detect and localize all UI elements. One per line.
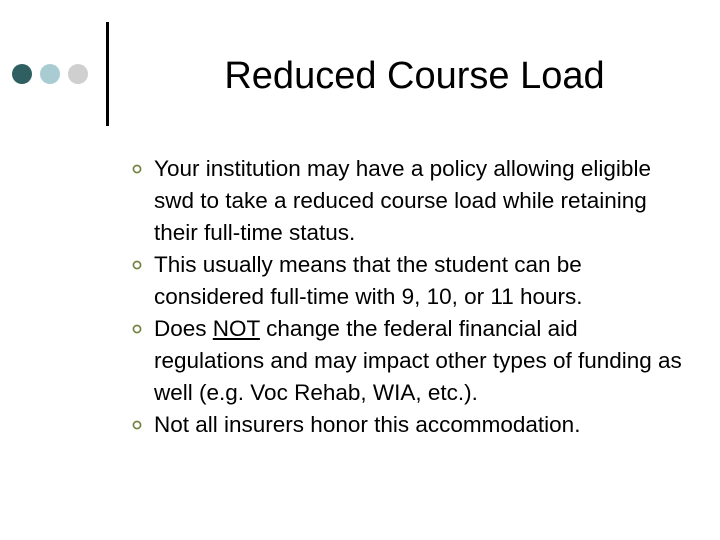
bullet-text: This usually means that the student can be considered full-time with 9, 10, or 11 hours.	[154, 252, 583, 309]
bullet-emphasis: NOT	[212, 316, 260, 341]
ring-bullet-icon	[132, 313, 142, 334]
bullet-text-suffix: change the federal financial aid regulations and may impact other types of funding as well (e.g. Voc Rehab, WIA, etc.).	[154, 316, 682, 405]
bullet-text-prefix: Does	[154, 316, 213, 341]
ring-bullet-icon	[132, 249, 142, 270]
bullet-item	[154, 313, 684, 409]
slide-title: Reduced Course Load	[224, 55, 605, 97]
decorative-dot-1	[12, 64, 32, 84]
ring-bullet-icon	[132, 153, 142, 174]
decorative-dot-3	[68, 64, 88, 84]
bullet-item	[154, 249, 684, 313]
bullet-text: Your institution may have a policy allowing eligible swd to take a reduced course load while retaining their full-time status.	[154, 156, 651, 245]
ring-bullet-icon	[132, 409, 142, 430]
bullet-item	[154, 409, 684, 441]
decorative-dot-2	[40, 64, 60, 84]
bullet-text: Not all insurers honor this accommodation.	[154, 412, 581, 437]
bullet-item	[154, 153, 684, 249]
bullet-list	[154, 153, 684, 441]
